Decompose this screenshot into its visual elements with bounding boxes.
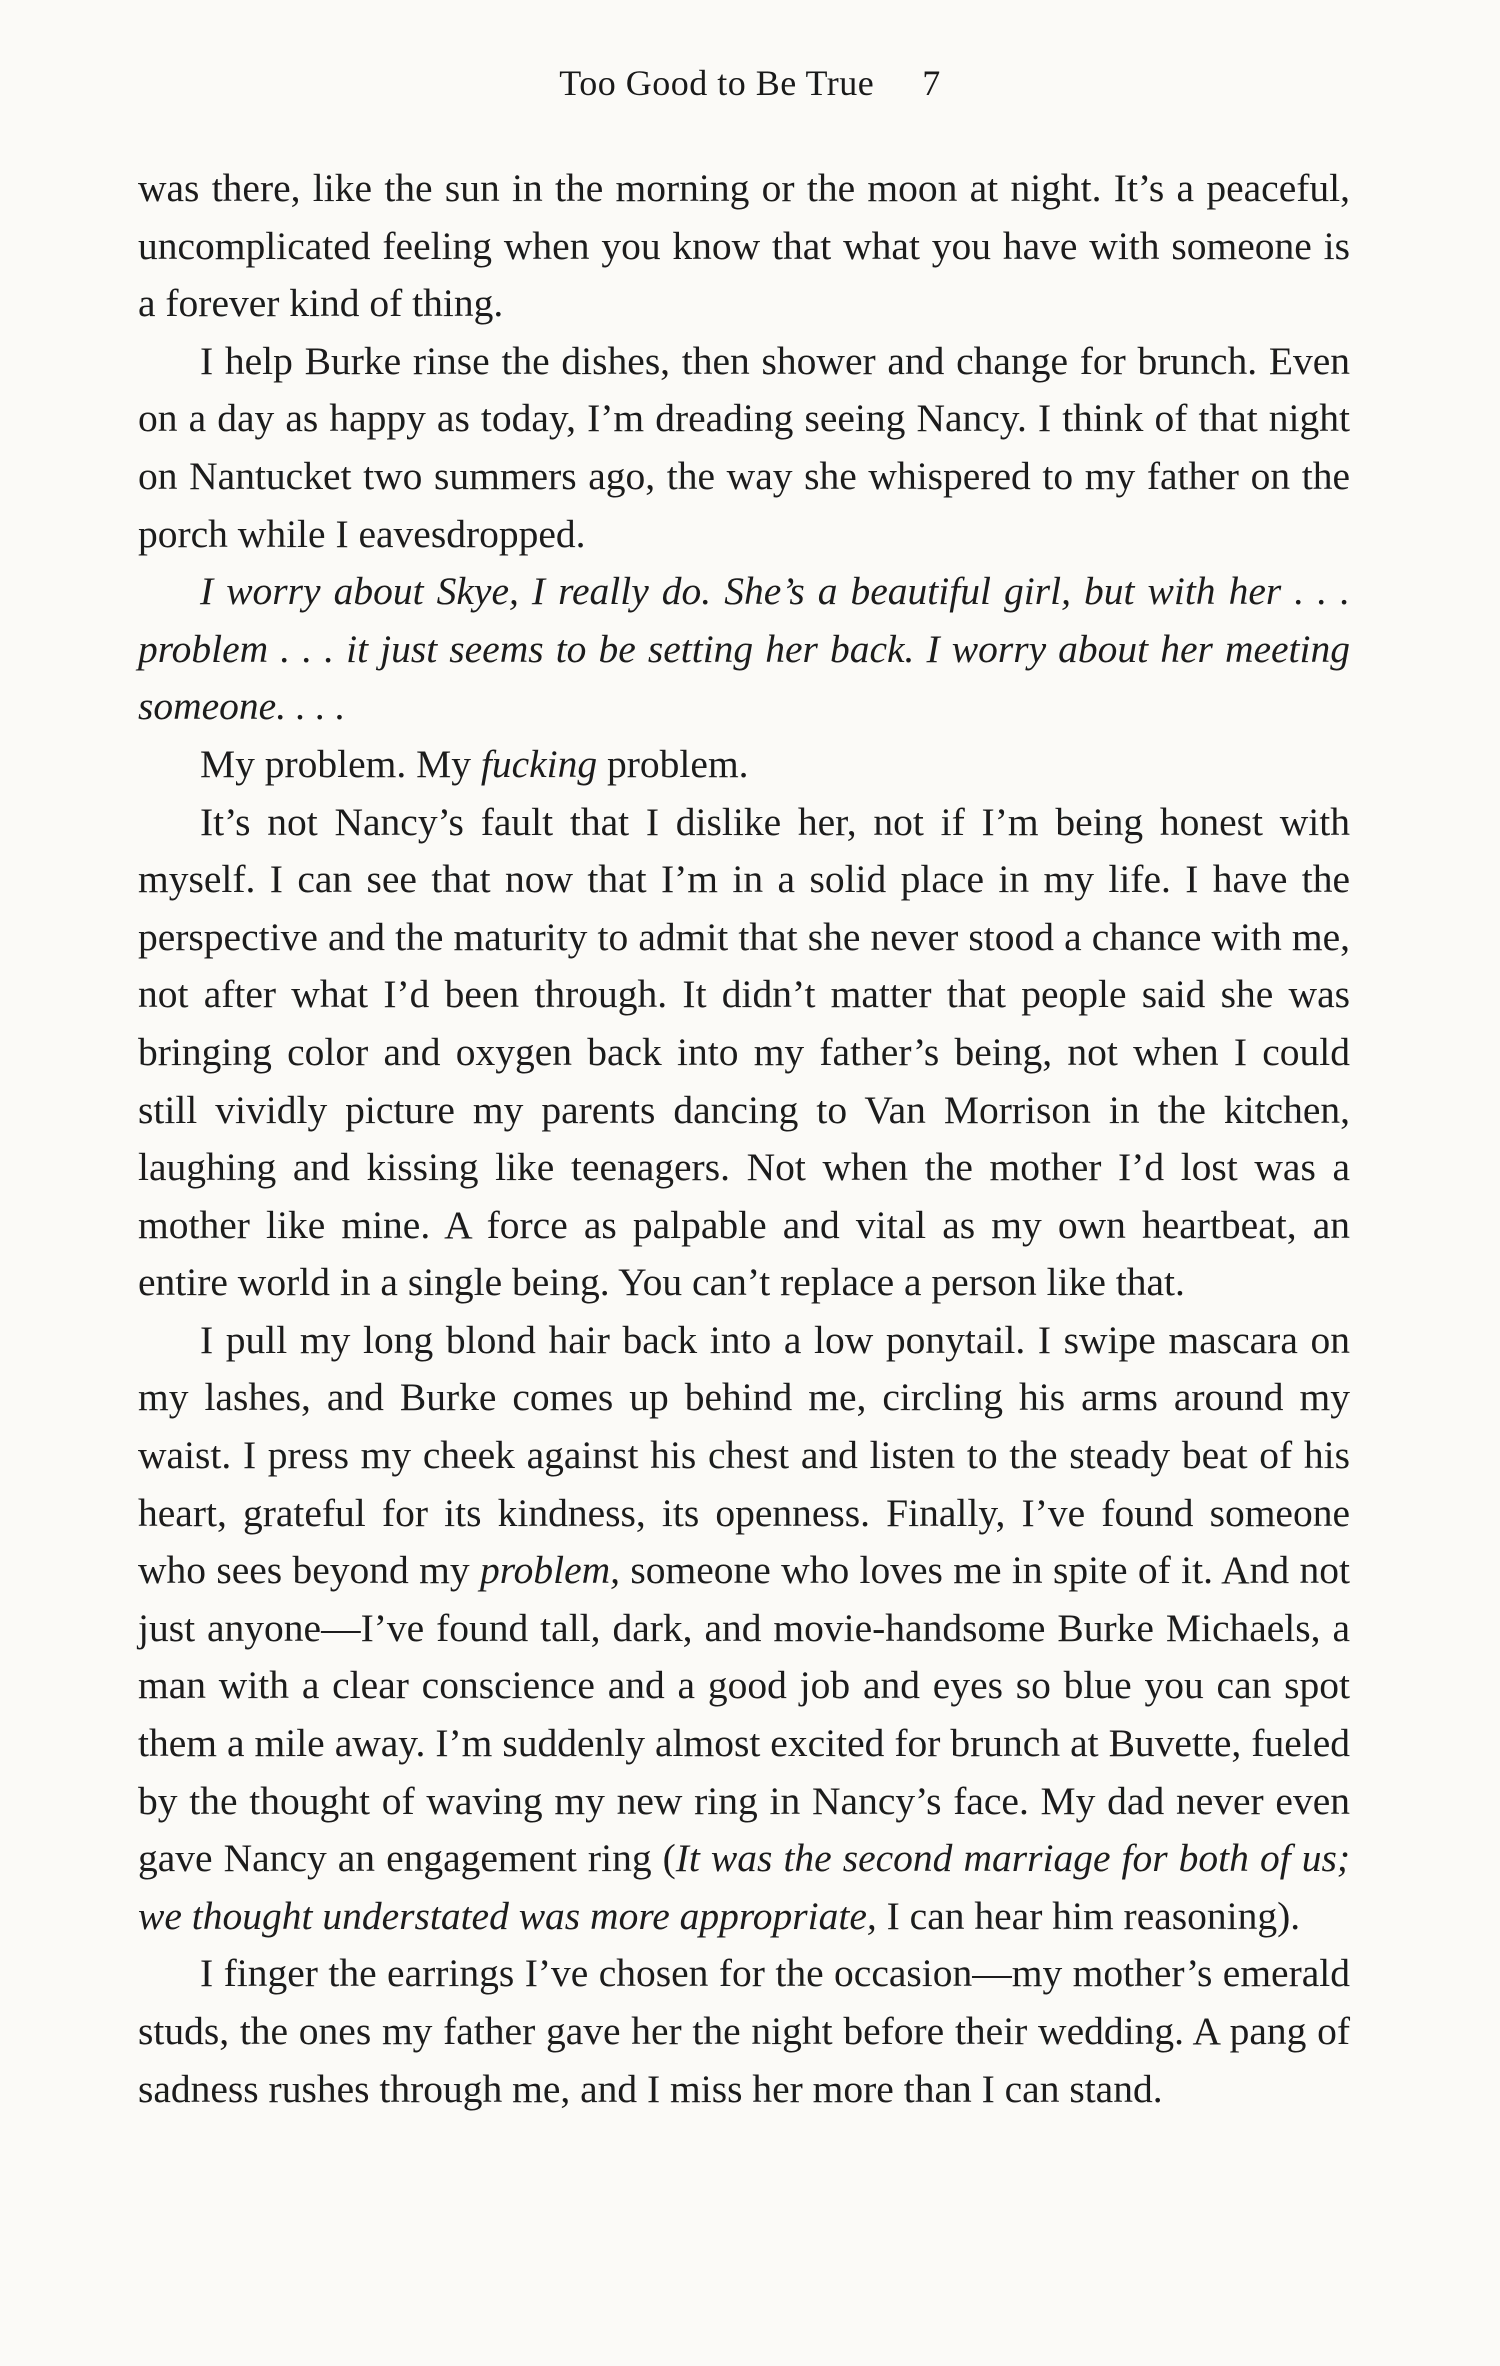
running-title: Too Good to Be True: [559, 63, 875, 103]
paragraph-text: was there, like the sun in the morning or the moon at night. It’s a peaceful, uncomplicated feeling when you know that what you have with someone is a forever kind of thing.: [138, 166, 1350, 326]
paragraph-text: someone who loves me in spite of it. And not just anyone—I’ve found tall, dark, and movie-handsome Burke Michaels, a man with a clear conscience and a good job and eyes so blue you can spot them a mile away. I’m suddenly almost excited for brunch at Buvette, fueled by the thought of waving my new ring in Nancy’s face. My dad never even gave Nancy an engagement ring (: [138, 1548, 1350, 1881]
paragraph-text: I finger the earrings I’ve chosen for the occasion—my mother’s emerald studs, the ones my father gave her the night before their wedding. A pang of sadness rushes through me, and I miss her more than I can stand.: [138, 1951, 1350, 2111]
emphasis-text: It was the second marriage for both of us; we thought understated was more appropriate,: [138, 1836, 1350, 1938]
paragraph-text: It’s not Nancy’s fault that I dislike her, not if I’m being honest with myself. I can see that now that I’m in a solid place in my life. I have the perspective and the maturity to admit that she never stood a chance with me, not after what I’d been through. It didn’t matter that people said she was bringing color and oxygen back into my father’s being, not when I could still vividly picture my parents dancing to Van Morrison in the kitchen, laughing and kissing like teenagers. Not when the mother I’d lost was a mother like mine. A force as palpable and vital as my own heartbeat, an entire world in a single being. You can’t replace a person like that.: [138, 799, 1350, 1305]
paragraph-text: I help Burke rinse the dishes, then shower and change for brunch. Even on a day as happy as today, I’m dreading seeing Nancy. I think of that night on Nantucket two summers ago, the way she whispered to my father on the porch while I eavesdropped.: [138, 338, 1350, 556]
paragraph: [138, 794, 1350, 1312]
paragraph: [138, 333, 1350, 563]
paragraph: [138, 160, 1350, 333]
body-text: [138, 160, 1350, 2118]
paragraph-text: I pull my long blond hair back into a low ponytail. I swipe mascara on my lashes, and Burke comes up behind me, circling his arms around my waist. I press my cheek against his chest and listen to the steady beat of his heart, grateful for its kindness, its openness. Finally, I’ve found someone who sees beyond my: [138, 1317, 1350, 1593]
paragraph: [138, 736, 1350, 794]
running-header: [0, 62, 1500, 104]
page-number: 7: [922, 63, 941, 103]
paragraph-text: I can hear him reasoning).: [876, 1893, 1301, 1938]
italic-quote-paragraph: [138, 563, 1350, 736]
paragraph-text: My problem. My: [200, 741, 481, 786]
paragraph: [138, 1312, 1350, 1946]
paragraph-text: problem.: [597, 741, 749, 786]
emphasis-text: fucking: [480, 741, 598, 786]
emphasis-text: problem,: [479, 1548, 621, 1593]
paragraph-text: I worry about Skye, I really do. She’s a beautiful girl, but with her . . . problem . . . it just seems to be setting her back. I worry about her meeting someone. . . .: [138, 569, 1350, 729]
paragraph: [138, 1945, 1350, 2118]
